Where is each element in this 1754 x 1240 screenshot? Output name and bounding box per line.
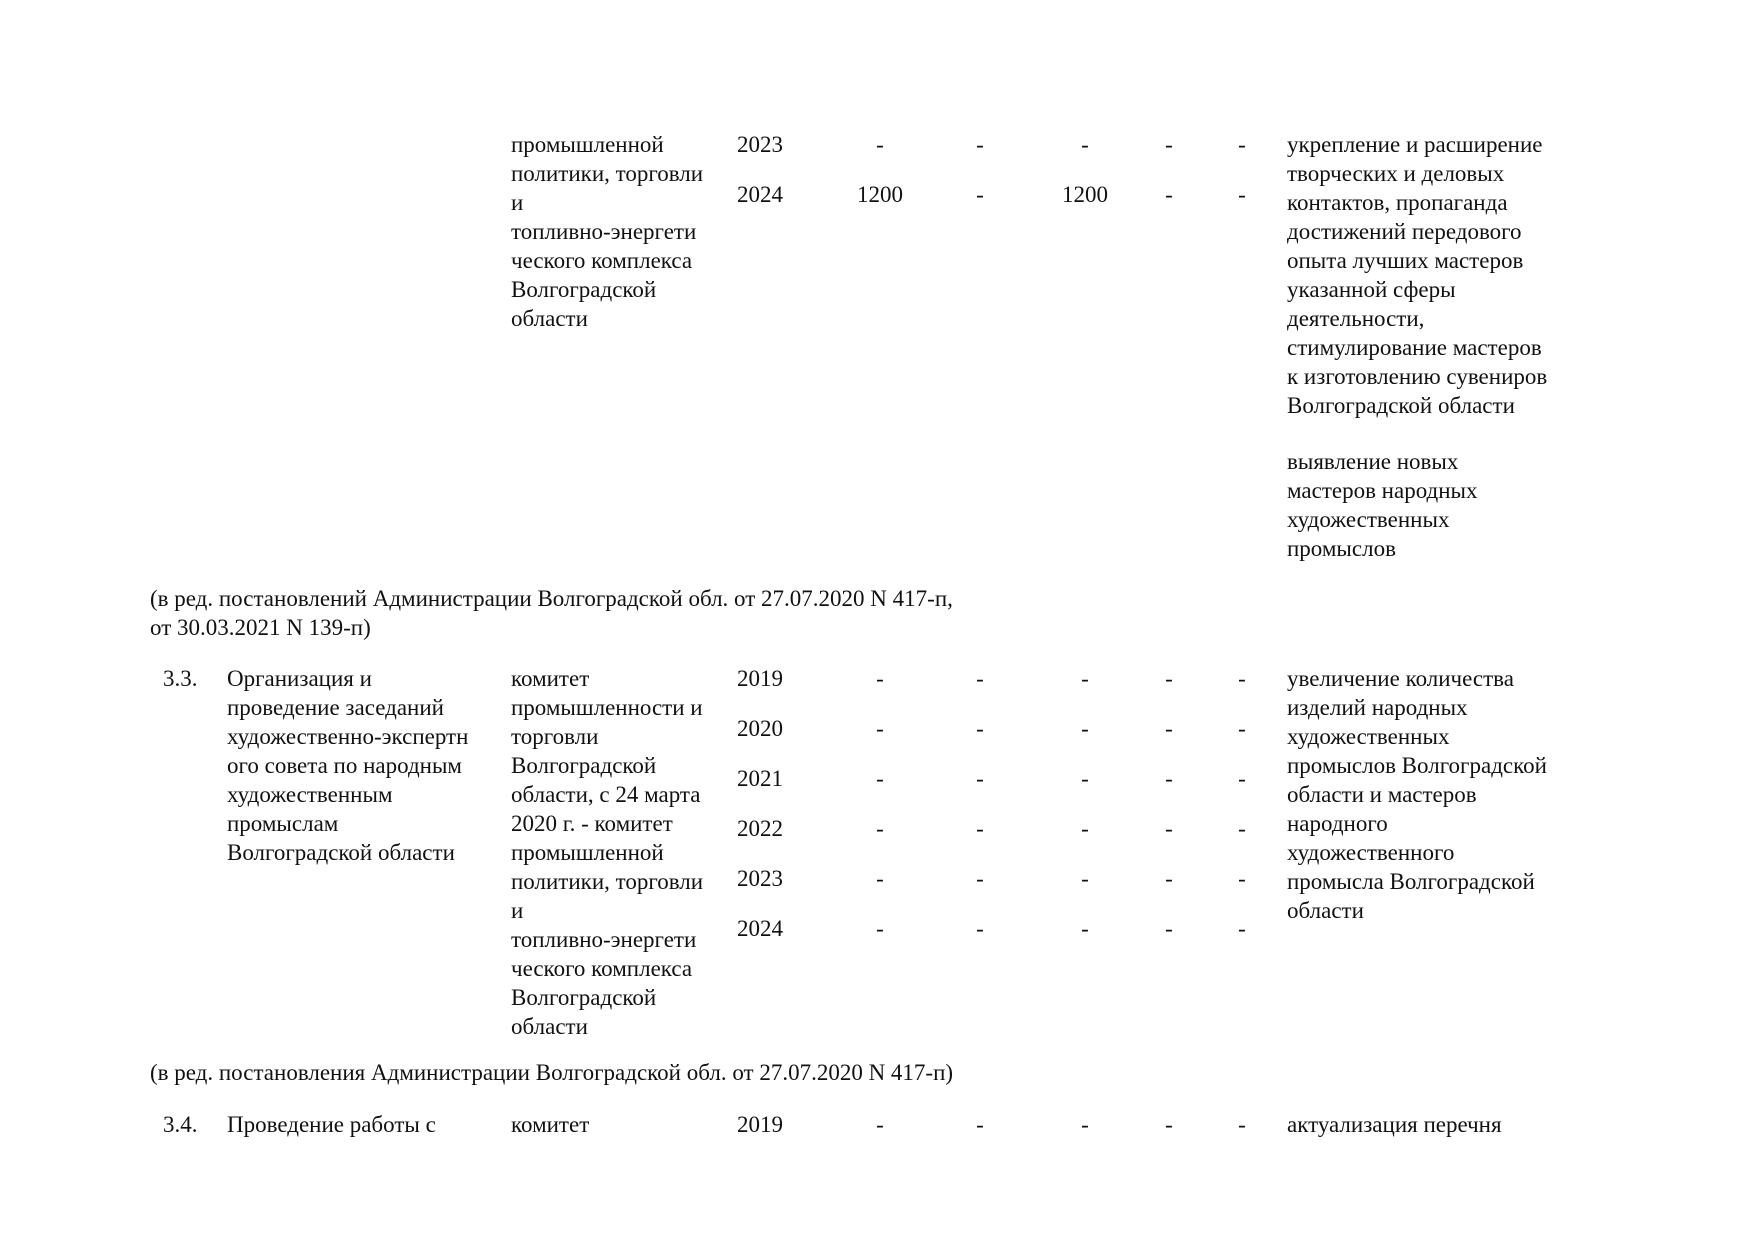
value-cell: - — [1081, 766, 1089, 791]
row-34-name: Проведение работы с — [227, 1112, 436, 1137]
value-cell: - — [1081, 916, 1089, 941]
value-cell: - — [1081, 1112, 1089, 1137]
result-line: укрепление и расширение — [1287, 132, 1543, 157]
value-cell: - — [1238, 666, 1246, 691]
row-number: 3.4. — [163, 1112, 198, 1137]
name-line: ого совета по народным — [227, 753, 462, 778]
value-cell: - — [1238, 182, 1246, 207]
year-cell: 2023 — [737, 132, 783, 157]
value-cell: - — [876, 816, 884, 841]
year-cell: 2024 — [737, 182, 783, 207]
value-cell: - — [976, 816, 984, 841]
value-cell: - — [1165, 766, 1173, 791]
value-cell: 1200 — [1062, 182, 1108, 207]
executor-line: Волгоградской — [511, 753, 657, 778]
name-line: художественным — [227, 782, 393, 807]
value-cell: - — [1238, 132, 1246, 157]
amendment-note — [150, 584, 953, 642]
value-cell: - — [876, 666, 884, 691]
name-line: Организация и — [227, 666, 372, 691]
value-cell: - — [976, 716, 984, 741]
result-line: указанной сферы — [1287, 277, 1456, 302]
value-cell: - — [1165, 816, 1173, 841]
executor-line: области — [511, 1014, 588, 1039]
value-cell: - — [1238, 916, 1246, 941]
year-cell: 2019 — [737, 666, 783, 691]
result-line: деятельности, — [1287, 306, 1425, 331]
row-33-result — [1287, 664, 1547, 925]
result-line: выявление новых — [1287, 449, 1459, 474]
executor-line: и — [511, 898, 524, 923]
year-cell: 2019 — [737, 1112, 783, 1137]
row-top-result — [1287, 130, 1547, 420]
executor-line: Волгоградской — [511, 985, 657, 1010]
value-cell: - — [1081, 132, 1089, 157]
row-34-executor: комитет — [511, 1112, 590, 1137]
executor-line: 2020 г. - комитет — [511, 811, 673, 836]
executor-line: промышленности и — [511, 695, 703, 720]
note-line: (в ред. постановлений Администрации Волгоградской обл. от 27.07.2020 N 417-п, — [150, 586, 953, 611]
value-cell: - — [1238, 1112, 1246, 1137]
result-line: стимулирование мастеров — [1287, 335, 1542, 360]
value-cell: - — [976, 132, 984, 157]
row-top-executor — [511, 130, 703, 333]
result-line: области и мастеров — [1287, 782, 1477, 807]
result-line: опыта лучших мастеров — [1287, 248, 1524, 273]
value-cell: - — [876, 766, 884, 791]
value-cell: - — [1238, 816, 1246, 841]
name-line: проведение заседаний — [227, 695, 444, 720]
value-cell: - — [976, 182, 984, 207]
year-cell: 2020 — [737, 716, 783, 741]
value-cell: - — [976, 916, 984, 941]
executor-line: и — [511, 190, 524, 215]
value-cell: - — [1238, 716, 1246, 741]
value-cell: - — [1165, 916, 1173, 941]
row-number: 3.3. — [163, 666, 198, 691]
name-line: Волгоградской области — [227, 840, 455, 865]
value-cell: - — [1238, 866, 1246, 891]
executor-line: комитет — [511, 666, 590, 691]
result-line: достижений передового — [1287, 219, 1522, 244]
value-cell: - — [876, 866, 884, 891]
row-33-name — [227, 664, 468, 867]
value-cell: - — [1238, 766, 1246, 791]
executor-line: политики, торговли — [511, 869, 704, 894]
result-line: художественных — [1287, 724, 1450, 749]
result-line: творческих и деловых — [1287, 161, 1505, 186]
value-cell: - — [1165, 666, 1173, 691]
result-line: промыслов Волгоградской — [1287, 753, 1547, 778]
result-line: промысла Волгоградской — [1287, 869, 1535, 894]
executor-line: промышленной — [511, 132, 664, 157]
result-line: изделий народных — [1287, 695, 1468, 720]
result-line: увеличение количества — [1287, 666, 1514, 691]
row-top-result-2 — [1287, 447, 1478, 563]
value-cell: - — [876, 716, 884, 741]
executor-line: топливно-энергети — [511, 219, 697, 244]
value-cell: - — [976, 866, 984, 891]
amendment-note: (в ред. постановления Администрации Волгоградской обл. от 27.07.2020 N 417-п) — [150, 1060, 954, 1085]
value-cell: - — [1081, 716, 1089, 741]
executor-line: промышленной — [511, 840, 664, 865]
value-cell: - — [1081, 866, 1089, 891]
executor-line: области — [511, 306, 588, 331]
year-cell: 2024 — [737, 916, 783, 941]
value-cell: - — [876, 132, 884, 157]
executor-line: политики, торговли — [511, 161, 704, 186]
value-cell: - — [976, 666, 984, 691]
year-cell: 2023 — [737, 866, 783, 891]
value-cell: - — [976, 1112, 984, 1137]
value-cell: - — [1081, 816, 1089, 841]
executor-line: ческого комплекса — [511, 248, 693, 273]
name-line: промыслам — [227, 811, 339, 836]
result-line: области — [1287, 898, 1364, 923]
name-line: художественно-экспертн — [227, 724, 469, 749]
note-line: от 30.03.2021 N 139-п) — [150, 615, 371, 640]
value-cell: - — [876, 1112, 884, 1137]
result-line: контактов, пропаганда — [1287, 190, 1508, 215]
executor-line: области, с 24 марта — [511, 782, 701, 807]
value-cell: - — [1165, 716, 1173, 741]
value-cell: - — [976, 766, 984, 791]
value-cell: - — [876, 916, 884, 941]
row-33-executor — [511, 664, 703, 1041]
executor-line: торговли — [511, 724, 599, 749]
value-cell: 1200 — [857, 182, 903, 207]
value-cell: - — [1165, 132, 1173, 157]
executor-line: топливно-энергети — [511, 927, 697, 952]
row-34-result: актуализация перечня — [1287, 1112, 1502, 1137]
result-line: художественных — [1287, 507, 1450, 532]
executor-line: ческого комплекса — [511, 956, 693, 981]
year-cell: 2021 — [737, 766, 783, 791]
value-cell: - — [1081, 666, 1089, 691]
value-cell: - — [1165, 182, 1173, 207]
result-line: промыслов — [1287, 536, 1396, 561]
result-line: Волгоградской области — [1287, 393, 1515, 418]
value-cell: - — [1165, 866, 1173, 891]
value-cell: - — [1165, 1112, 1173, 1137]
result-line: художественного — [1287, 840, 1455, 865]
result-line: народного — [1287, 811, 1388, 836]
executor-line: Волгоградской — [511, 277, 657, 302]
result-line: к изготовлению сувениров — [1287, 364, 1548, 389]
result-line: мастеров народных — [1287, 478, 1478, 503]
year-cell: 2022 — [737, 816, 783, 841]
